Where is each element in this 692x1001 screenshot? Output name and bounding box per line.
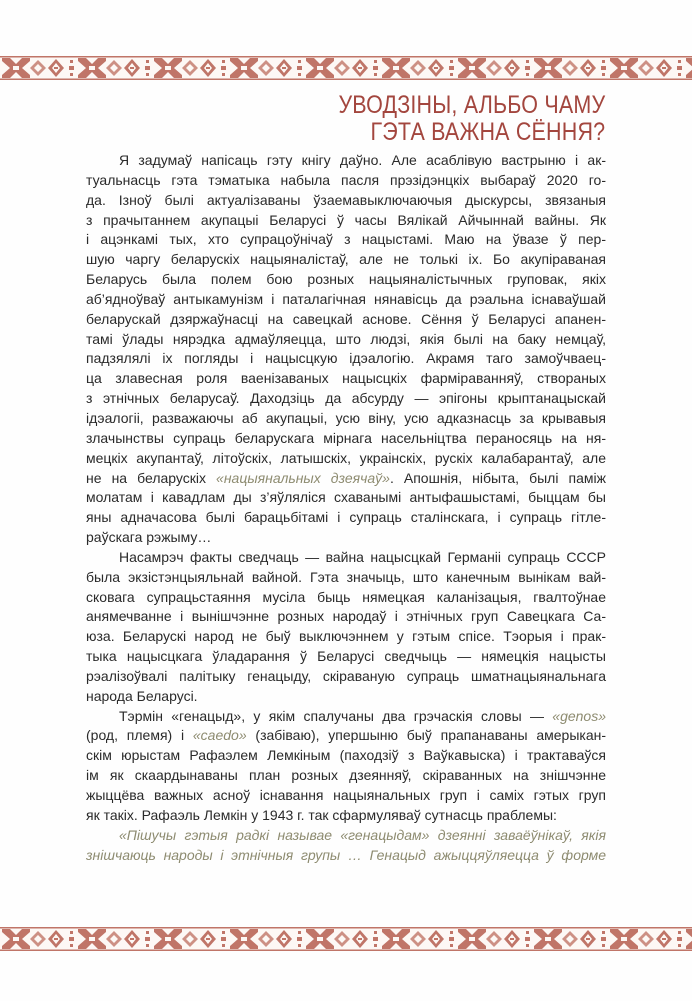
text-line [86, 548, 606, 568]
text-line [86, 627, 606, 647]
text-line [86, 806, 606, 826]
italic-quote-text: «genos» [552, 707, 606, 724]
text-line [86, 568, 606, 588]
text-segment: з прачытаннем акупацыі Беларусі ў часы Вялікай Айчыннай вайны. Як [86, 211, 606, 228]
text-segment: ца злавесная роля ваенізаваных нацысцкіх фарміраванняў, створаных [86, 370, 606, 387]
text-line [86, 211, 606, 231]
text-line [86, 687, 606, 707]
text-segment: злачынствы супраць беларускага мірнага насельніцтва пераносяць на ня- [86, 429, 606, 446]
text-segment: Тэрмін «генацыд», у якім спалучаны два грэчаскія словы — [119, 707, 553, 724]
text-segment: да. Ізноў былі актуалізаваны ўзаемавыключаючыя дыскурсы, звязаныя [86, 191, 606, 208]
text-line [86, 766, 606, 786]
text-line [86, 588, 606, 608]
text-line [86, 846, 606, 866]
text-segment: раўскага рэжыму… [86, 529, 212, 546]
text-line [86, 191, 606, 211]
chapter-title-line-1: УВОДЗІНЫ, АЛЬБО ЧАМУ [338, 91, 605, 119]
ornament-border-bottom [0, 927, 692, 951]
text-segment: шую чаргу беларускіх нацыяналістаў, але не толькі іх. Бо акупіраваная [86, 251, 606, 268]
text-segment: аб’ядноўваў антыкамунізм і паталагічная нянавісць да рэальна існаваўшай [86, 290, 606, 307]
text-line [86, 151, 606, 171]
text-line [86, 607, 606, 627]
paragraph [86, 548, 606, 707]
text-segment: як такіх. Рафаэль Лемкін у 1943 г. так сфармуляваў сутнасць праблемы: [86, 806, 557, 823]
text-line [86, 786, 606, 806]
text-segment: ідэалогіі, разважаючы аб акупацыі, усю віну, усю адказнасць за крывавыя [86, 409, 606, 426]
text-line [86, 349, 606, 369]
italic-quote-text: «caedo» [192, 727, 247, 744]
text-line [86, 429, 606, 449]
text-line [86, 330, 606, 350]
text-segment: яны адначасова былі барацьбітамі і супраць сталінскага, і супраць гітле- [86, 509, 606, 526]
text-segment: з этнічных беларусаў. Даходзіць да абсурду — эпігоны крыптанацыскай [86, 390, 606, 407]
text-segment: рэалізоўвалі палітыку генацыду, скіраваную супраць шматнацыянальнага [86, 667, 606, 684]
text-line [86, 409, 606, 429]
text-segment: сковага супрацьстаяння мусіла быць нямецкая каланізацыя, гвалтоўнае [86, 588, 606, 605]
text-line [86, 726, 606, 746]
text-segment: юза. Беларускі народ не быў выключэннем у гэтым спісе. Тэорыя і прак- [86, 628, 606, 645]
text-line [86, 250, 606, 270]
chapter-title [338, 92, 605, 146]
text-line [86, 508, 606, 528]
ornament-border-top [0, 56, 692, 80]
text-segment: (забіваю), упершыню быў прапанаваны амерыкан- [246, 727, 606, 744]
text-segment: Я задумаў напісаць гэту кнігу даўно. Але асаблівую вастрыню і ак- [119, 152, 606, 168]
text-segment: падзялялі іх погляды і нацысцкую ідэалогію. Акрамя таго замоўчваец- [86, 350, 606, 367]
text-segment: Насамрэч факты сведчаць — вайна нацысцкай Германіі супраць СССР [119, 548, 606, 565]
text-segment: мецкіх акупантаў, літоўскіх, латышскіх, украінскіх, рускіх калабарантаў, але [86, 449, 606, 466]
paragraph [86, 151, 606, 548]
text-line [86, 667, 606, 687]
text-segment: і ацэнкамі тых, хто супрацоўнічаў з нацыстамі. Маю на ўвазе ў пер- [86, 231, 606, 248]
text-segment: Беларусь была полем бою розных нацыяналістычных груповак, якіх [86, 271, 606, 288]
text-line [86, 647, 606, 667]
text-segment: народа Беларусі. [86, 687, 198, 704]
text-line [86, 290, 606, 310]
italic-quote-text: знішчаюць народы і этнічныя групы … Генацыд ажыццяўляецца ў форме [86, 846, 606, 863]
text-line [86, 746, 606, 766]
text-line [86, 171, 606, 191]
text-line [86, 389, 606, 409]
text-segment: жыццёва важных асноў існавання нацыянальных груп і саміх гэтых груп [86, 787, 606, 803]
text-line [86, 707, 606, 727]
text-line [86, 469, 606, 489]
text-segment: беларускай дзяржаўнасці на савецкай аснове. Сёння ў Беларусі апанен- [86, 310, 606, 327]
text-segment: анямечванне і вынішчэнне розных народаў і этнічных груп Савецкага Са- [86, 608, 606, 625]
paragraph [86, 826, 606, 866]
text-segment: туальнасць гэта тэматыка набыла пасля прэзідэнцкіх выбараў 2020 го- [86, 171, 606, 188]
text-line [86, 449, 606, 469]
text-line [86, 826, 606, 846]
text-segment: не на беларускіх [86, 469, 217, 486]
italic-quote-text: «нацыянальных дзеячаў» [216, 469, 390, 486]
text-segment: тамі ўлады нярэдка адмаўляецца, што людзі, якія былі на баку немцаў, [86, 330, 606, 347]
text-line [86, 270, 606, 290]
text-line [86, 528, 606, 548]
text-segment: скім юрыстам Рафаэлем Лемкіным (паходзіў з Ваўкавыска) і трактаваўся [86, 747, 606, 764]
chapter-title-line-2: ГЭТА ВАЖНА СЁННЯ? [370, 118, 605, 146]
text-segment: (род, племя) і [86, 727, 193, 744]
text-line [86, 369, 606, 389]
text-line [86, 488, 606, 508]
text-segment: была экзістэнцыяльнай вайной. Гэта значыць, што канечным вынікам вай- [86, 568, 606, 585]
text-line [86, 310, 606, 330]
text-line [86, 230, 606, 250]
italic-quote-text: «Пішучы гэтыя радкі называе «генацыдам» дзеянні заваёўнікаў, якія [119, 826, 606, 843]
text-segment: ім як скаардынаваны план розных дзеянняў, скіраванных на знішчэнне [86, 767, 606, 784]
text-segment: молатам і кавадлам ды з’яўляліся схаванымі антыфашыстамі, быццам бы [86, 489, 606, 506]
text-segment: тыка нацысцкага ўладарання ў Беларусі сведчыць — нямецкія нацысты [86, 648, 606, 665]
text-segment: . Апошнія, нібыта, былі паміж [389, 469, 606, 486]
paragraph [86, 707, 606, 826]
